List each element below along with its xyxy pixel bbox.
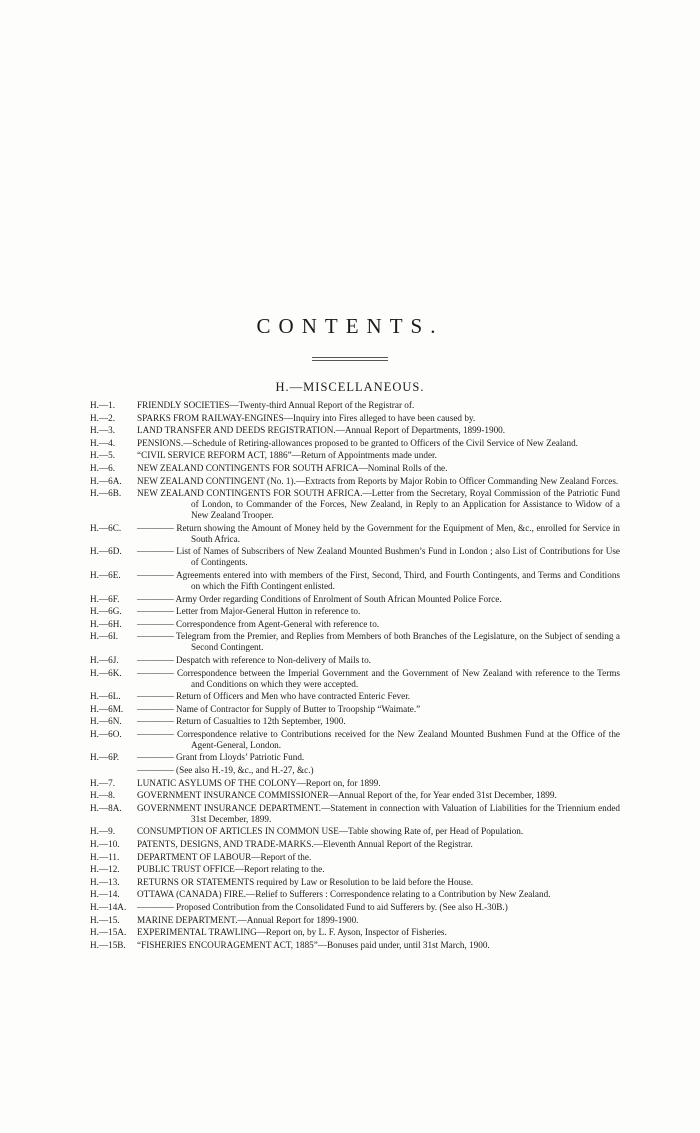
entry-code: H.—15. xyxy=(90,914,120,925)
contents-entry xyxy=(90,413,620,424)
entry-text: GOVERNMENT INSURANCE COMMISSIONER—Annual Report of the, for Year ended 31st December, 1899. xyxy=(137,790,557,801)
entry-code: H.—14A. xyxy=(90,902,127,912)
entry-code: H.—6H. xyxy=(90,618,122,629)
entry-code: H.—6L. xyxy=(90,691,121,702)
entry-text: OTTAWA (CANADA) FIRE.—Relief to Sufferers : Correspondence relating to a Contribution by New Zealand. xyxy=(137,889,551,900)
entry-text: DEPARTMENT OF LABOUR—Report of the. xyxy=(137,851,312,862)
entry-text: MARINE DEPARTMENT.—Annual Report for 1899-1900. xyxy=(137,914,359,925)
entry-text: ———— Return of Casualties to 12th September, 1900. xyxy=(137,716,346,727)
entry-code: H.—4. xyxy=(90,437,116,448)
entry-text: ———— Telegram from the Premier, and Replies from Members of both Branches of the Legislature, on the Subject of sending a Second Contingent. xyxy=(137,631,620,653)
contents-entry xyxy=(90,902,620,913)
contents-entry xyxy=(90,668,620,690)
contents-entry xyxy=(90,400,620,411)
entry-code: H.—5. xyxy=(90,450,116,461)
contents-entry xyxy=(90,546,620,568)
contents-entry xyxy=(90,631,620,653)
title-rule-bottom xyxy=(312,360,388,361)
entry-text: EXPERIMENTAL TRAWLING—Report on, by L. F. Ayson, Inspector of Fisheries. xyxy=(137,927,447,938)
contents-entry xyxy=(90,476,620,487)
contents-entry xyxy=(90,463,620,474)
page-title: CONTENTS. xyxy=(256,314,444,338)
entry-text: ———— Correspondence from Agent-General with reference to. xyxy=(137,618,380,629)
contents-entry xyxy=(90,606,620,617)
entry-text: “FISHERIES ENCOURAGEMENT ACT, 1885”—Bonuses paid under, until 31st March, 1900. xyxy=(137,939,490,950)
entry-text: ———— (See also H.-19, &c., and H.-27, &c.) xyxy=(137,765,314,776)
contents-entry xyxy=(90,425,620,436)
contents-entry xyxy=(90,864,620,875)
contents-entry xyxy=(90,778,620,789)
entry-code: H.—15B. xyxy=(90,939,126,950)
entry-code: H.—1. xyxy=(90,400,116,410)
contents-entry xyxy=(90,877,620,888)
entry-code: H.—8. xyxy=(90,790,116,801)
contents-entry xyxy=(90,450,620,461)
entry-text: CONSUMPTION OF ARTICLES IN COMMON USE—Table showing Rate of, per Head of Population. xyxy=(137,826,524,837)
entry-code: H.—12. xyxy=(90,864,120,875)
entry-code: H.—6J. xyxy=(90,654,119,665)
entry-text: ———— Grant from Lloyds’ Patriotic Fund. xyxy=(137,752,305,763)
entry-text: GOVERNMENT INSURANCE DEPARTMENT.—Statement in connection with Valuation of Liabilities for the Triennium ended 31st December, 1899. xyxy=(137,802,620,824)
entry-text: ———— Army Order regarding Conditions of Enrolment of South African Mounted Police Force. xyxy=(137,593,502,604)
entry-code: H.—6F. xyxy=(90,593,120,604)
contents-entry xyxy=(90,704,620,715)
entry-text: ———— Letter from Major-General Hutton in reference to. xyxy=(137,606,361,617)
entry-code: H.—6A. xyxy=(90,475,122,486)
title-rule-top xyxy=(312,357,388,358)
entry-code: H.—6I. xyxy=(90,631,119,642)
entry-code: H.—6K. xyxy=(90,667,122,678)
entry-text: RETURNS OR STATEMENTS required by Law or Resolution to be laid before the House. xyxy=(137,876,474,887)
entry-text: ———— Return showing the Amount of Money held by the Government for the Equipment of Men, &c., enrolled for Service in South Africa. xyxy=(137,522,620,544)
contents-entry xyxy=(90,729,620,751)
entry-text: PENSIONS.—Schedule of Retiring-allowances proposed to be granted to Officers of the Civil Service of New Zealand. xyxy=(137,437,578,448)
entry-text: ———— Name of Contractor for Supply of Butter to Troopship “Waimate.” xyxy=(137,703,421,714)
entry-code: H.—6. xyxy=(90,462,116,473)
entry-code: H.—6E. xyxy=(90,569,121,580)
entry-text: ———— List of Names of Subscribers of New Zealand Mounted Bushmen’s Fund in London ; also List of Contributions for Use of Contingents. xyxy=(137,546,620,568)
contents-entry xyxy=(90,488,620,521)
entry-code: H.—10. xyxy=(90,839,120,850)
entry-code: H.—6B. xyxy=(90,488,122,499)
entry-text: FRIENDLY SOCIETIES—Twenty-third Annual Report of the Registrar of. xyxy=(137,400,415,410)
entry-code: H.—7. xyxy=(90,777,116,788)
contents-entry xyxy=(90,438,620,449)
contents-entry xyxy=(90,839,620,850)
entry-code: H.—6C. xyxy=(90,522,122,533)
contents-entry xyxy=(90,691,620,702)
contents-entry xyxy=(90,523,620,545)
contents-entry xyxy=(90,889,620,900)
contents-entry xyxy=(90,765,620,776)
contents-entry xyxy=(90,927,620,938)
entry-text: ———— Agreements entered into with members of the First, Second, Third, and Fourth Contingents, and Terms and Conditions on which the Fifth Contingent enlisted. xyxy=(137,569,620,591)
entry-code: H.—6O. xyxy=(90,728,122,739)
contents-entry xyxy=(90,915,620,926)
contents-entry xyxy=(90,619,620,630)
entry-code: H.—8A. xyxy=(90,802,122,813)
entry-text: NEW ZEALAND CONTINGENTS FOR SOUTH AFRICA.—Letter from the Secretary, Royal Commission of the Patriotic Fund of London, to Commander of the Forces, New Zealand, in Reply to an Application for Assistance to Widow of a New Zealand Trooper. xyxy=(137,488,620,521)
contents-entry xyxy=(90,594,620,605)
contents-entry xyxy=(90,790,620,801)
entry-code: H.—6D. xyxy=(90,546,122,557)
contents-entry xyxy=(90,752,620,763)
entry-text: ———— Despatch with reference to Non-delivery of Mails to. xyxy=(137,654,371,665)
entry-text: “CIVIL SERVICE REFORM ACT, 1886”—Return of Appointments made under. xyxy=(137,450,437,461)
contents-entry xyxy=(90,826,620,837)
entry-text: ———— Correspondence between the Imperial Government and the Government of New Zealand with reference to the Terms and Conditions on which they were accepted. xyxy=(137,667,620,689)
entry-code: H.—9. xyxy=(90,826,116,837)
entry-text: PUBLIC TRUST OFFICE—Report relating to the. xyxy=(137,864,325,875)
entry-code: H.—2. xyxy=(90,412,116,423)
entry-code xyxy=(90,765,137,776)
section-heading: H.—MISCELLANEOUS. xyxy=(275,380,425,394)
entry-code: H.—13. xyxy=(90,876,120,887)
entry-text: LAND TRANSFER AND DEEDS REGISTRATION.—Annual Report of Departments, 1899-1900. xyxy=(137,425,506,436)
entry-code: H.—6M. xyxy=(90,703,124,714)
entry-code: H.—14. xyxy=(90,889,120,900)
entry-text: LUNATIC ASYLUMS OF THE COLONY—Report on, for 1899. xyxy=(137,777,381,788)
contents-entry xyxy=(90,940,620,951)
entry-code: H.—6N. xyxy=(90,716,122,727)
contents-list xyxy=(90,400,620,952)
contents-entry xyxy=(90,803,620,825)
contents-entry xyxy=(90,716,620,727)
contents-entry xyxy=(90,655,620,666)
entry-code: H.—11. xyxy=(90,851,120,862)
entry-code: H.—15A. xyxy=(90,927,127,938)
entry-text: ———— Proposed Contribution from the Consolidated Fund to aid Sufferers by. (See also H.-30B.) xyxy=(137,902,508,912)
contents-entry xyxy=(90,570,620,592)
entry-code: H.—3. xyxy=(90,425,116,436)
entry-text: ———— Correspondence relative to Contributions received for the New Zealand Mounted Bushmen Fund at the Office of the Agent-General, London. xyxy=(137,728,620,750)
entry-text: ———— Return of Officers and Men who have contracted Enteric Fever. xyxy=(137,691,411,702)
entry-text: PATENTS, DESIGNS, AND TRADE-MARKS.—Eleventh Annual Report of the Registrar. xyxy=(137,839,473,850)
entry-text: NEW ZEALAND CONTINGENT (No. 1).—Extracts from Reports by Major Robin to Officer Commanding New Zealand Forces. xyxy=(137,475,619,486)
entry-code: H.—6P. xyxy=(90,752,120,763)
entry-text: SPARKS FROM RAILWAY-ENGINES—Inquiry into Fires alleged to have been caused by. xyxy=(137,412,476,423)
entry-text: NEW ZEALAND CONTINGENTS FOR SOUTH AFRICA—Nominal Rolls of the. xyxy=(137,462,448,473)
contents-entry xyxy=(90,852,620,863)
entry-code: H.—6G. xyxy=(90,606,122,617)
